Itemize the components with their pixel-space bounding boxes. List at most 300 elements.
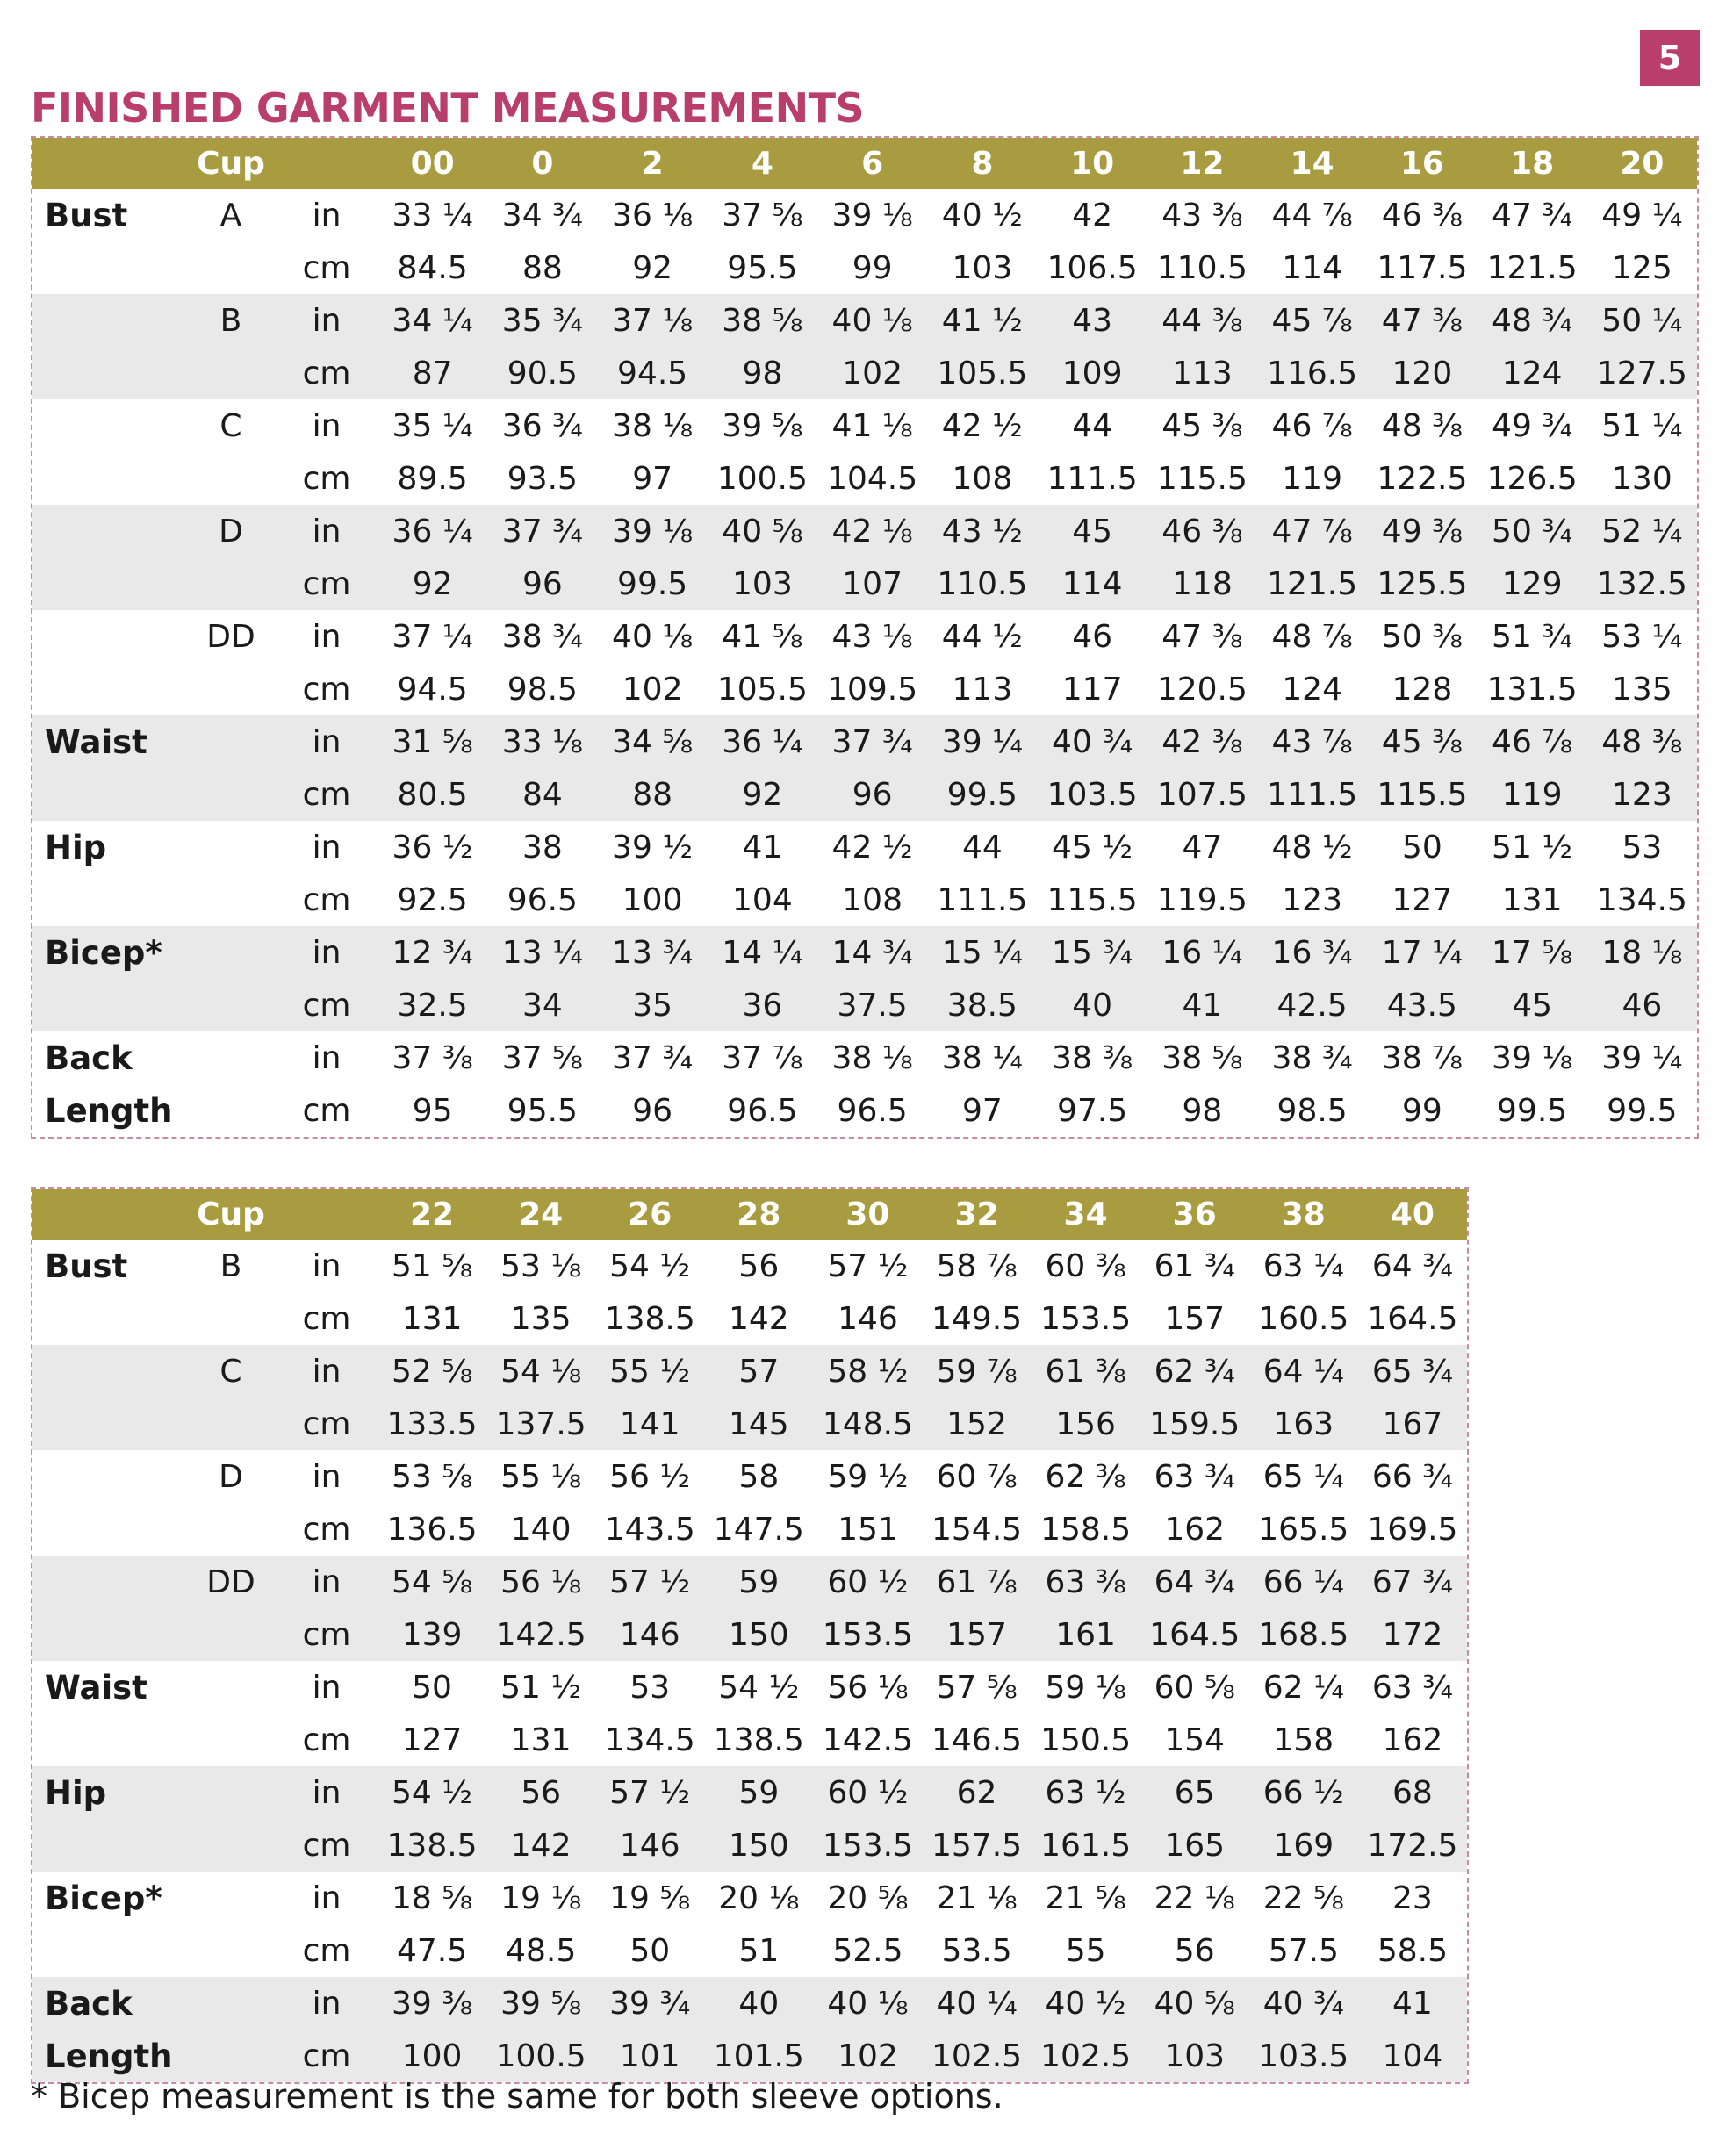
measurement-value: 42 ½ [941, 407, 1023, 444]
table-row [32, 1503, 1467, 1556]
table-row [32, 399, 1697, 452]
measurements-table-sizes-22-40 [32, 1189, 1467, 2082]
measurement-value: 47 ⅞ [1257, 505, 1367, 557]
measurement-value: 65 [1140, 1766, 1249, 1819]
table-row [32, 294, 1697, 347]
measurement-value: 44 ½ [941, 618, 1023, 655]
measurement-value: 42 ⅛ [817, 505, 927, 557]
table-row [32, 347, 1697, 399]
measurement-value: 113 [1147, 347, 1257, 399]
cup-label [186, 2030, 276, 2082]
measurement-value: 167 [1358, 1398, 1467, 1450]
measurement-value: 65 ¾ [1358, 1345, 1467, 1398]
cup-label [186, 1714, 276, 1766]
measurements-table-frame-2 [31, 1187, 1469, 2084]
measurement-value: 46 [1072, 618, 1113, 655]
measurement-value: 169.5 [1367, 1511, 1458, 1548]
measurement-value: 120 [1367, 347, 1477, 399]
measurement-value: 53 [1622, 829, 1663, 866]
unit-label: in [276, 926, 378, 979]
table-row [32, 2030, 1467, 2082]
cup-label [186, 1608, 276, 1661]
measurement-value: 99.5 [927, 768, 1037, 821]
measurement-value: 121.5 [1257, 557, 1367, 610]
measurement-value: 101.5 [704, 2030, 813, 2082]
measurement-value: 152 [922, 1398, 1031, 1450]
measurement-value: 37 ⅞ [722, 1039, 803, 1076]
measurement-value: 99.5 [598, 557, 708, 610]
measurement-value: 44 [1072, 407, 1113, 444]
cup-label: D [219, 1458, 243, 1495]
measurement-value: 130 [1612, 460, 1672, 497]
measurement-label: Bicep* [45, 1879, 162, 1917]
measurement-value: 50 [412, 1669, 452, 1706]
unit-label: cm [302, 1092, 351, 1129]
measurement-value: 154.5 [931, 1511, 1023, 1548]
measurement-value: 107 [817, 557, 927, 610]
measurement-value: 153.5 [813, 1608, 922, 1661]
measurement-value: 105.5 [716, 671, 808, 708]
measurement-value: 95.5 [727, 249, 798, 286]
measurement-label [32, 1714, 186, 1766]
cup-label [186, 241, 276, 294]
measurement-value: 115.5 [1046, 881, 1138, 918]
measurement-label: Waist [45, 1668, 147, 1707]
size-header-34: 34 [1032, 1189, 1140, 1240]
cup-label: C [219, 407, 242, 444]
measurement-value: 63 ⅜ [1032, 1556, 1140, 1608]
measurement-value: 33 ⅛ [487, 715, 597, 768]
measurement-value: 48.5 [506, 1932, 577, 1969]
measurement-value: 51 ¾ [1492, 618, 1573, 655]
measurement-value: 64 ¾ [1371, 1247, 1453, 1284]
measurement-value: 146 [838, 1300, 898, 1337]
measurement-value: 41 [1358, 1977, 1467, 2030]
measurement-value: 103 [952, 249, 1013, 286]
size-header-26: 26 [595, 1189, 704, 1240]
size-header-6: 6 [817, 138, 927, 189]
measurement-value: 102 [622, 671, 683, 708]
unit-label: in [276, 715, 378, 768]
measurement-value: 63 ¾ [1371, 1669, 1453, 1706]
measurement-value: 138.5 [713, 1721, 804, 1758]
table-row [32, 1084, 1697, 1137]
measurement-value: 35 ¾ [487, 294, 597, 347]
measurement-value: 88 [521, 249, 563, 286]
measurement-value: 43 [1038, 294, 1147, 347]
measurement-value: 151 [838, 1511, 898, 1548]
measurement-value: 54 ⅛ [486, 1345, 595, 1398]
measurement-value: 45 ½ [1052, 829, 1133, 866]
measurement-value: 34 ⅝ [598, 715, 708, 768]
measurement-value: 97 [961, 1092, 1003, 1129]
measurement-value: 109.5 [827, 671, 918, 708]
cup-label: DD [206, 618, 255, 655]
measurement-value: 98 [708, 347, 817, 399]
measurement-value: 54 ⅝ [378, 1556, 486, 1608]
measurement-value: 98.5 [507, 671, 578, 708]
measurements-table-frame-1 [31, 136, 1699, 1139]
measurement-value: 119.5 [1156, 881, 1248, 918]
measurement-value: 42 ⅜ [1147, 715, 1257, 768]
header-blank-cell [32, 1189, 186, 1240]
measurement-value: 54 ½ [609, 1247, 691, 1284]
measurement-value: 23 [1392, 1879, 1433, 1916]
measurement-value: 67 ¾ [1358, 1556, 1467, 1608]
size-header-row [32, 1189, 1467, 1240]
unit-label: cm [302, 1721, 351, 1758]
table-row [32, 505, 1697, 557]
measurement-value: 138.5 [604, 1300, 695, 1337]
measurement-value: 111.5 [1257, 768, 1367, 821]
measurement-value: 84.5 [397, 249, 468, 286]
measurement-value: 39 ⅝ [486, 1977, 595, 2030]
measurement-value: 39 ½ [612, 829, 694, 866]
measurement-value: 39 ¼ [1601, 1039, 1683, 1076]
measurement-label [32, 610, 186, 663]
measurement-value: 123 [1282, 881, 1342, 918]
size-header-10: 10 [1038, 138, 1147, 189]
measurement-value: 40 ¼ [922, 1977, 1031, 2030]
unit-label: in [312, 1669, 342, 1706]
measurement-label: Hip [45, 828, 107, 866]
measurement-value: 162 [1164, 1511, 1226, 1548]
measurement-value: 135 [1612, 671, 1672, 708]
measurement-value: 32.5 [378, 979, 487, 1031]
cup-label [186, 452, 276, 505]
cup-label [186, 1924, 276, 1977]
measurement-value: 137.5 [486, 1398, 595, 1450]
measurement-value: 41 ⅛ [831, 407, 913, 444]
measurement-value: 39 ¾ [595, 1977, 704, 2030]
cup-label [186, 1031, 276, 1084]
measurement-value: 15 ¼ [927, 926, 1037, 979]
cup-label [186, 873, 276, 926]
unit-label: in [312, 1039, 342, 1076]
measurement-value: 38 ¾ [501, 618, 583, 655]
measurement-value: 117.5 [1377, 249, 1468, 286]
measurement-value: 135 [510, 1300, 572, 1337]
measurement-value: 96.5 [727, 1092, 798, 1129]
measurement-value: 131.5 [1486, 671, 1578, 708]
page-title: FINISHED GARMENT MEASUREMENTS [31, 84, 865, 132]
size-header-40: 40 [1358, 1189, 1467, 1240]
measurement-value: 37 ¾ [817, 715, 927, 768]
size-header-8: 8 [927, 138, 1037, 189]
measurement-value: 84 [487, 768, 597, 821]
measurement-label [32, 1292, 186, 1345]
measurement-value: 48 ⅞ [1271, 618, 1353, 655]
table-row [32, 1292, 1467, 1345]
measurement-value: 13 ¼ [487, 926, 597, 979]
measurement-value: 38 [521, 829, 563, 866]
measurement-value: 43 ⅞ [1257, 715, 1367, 768]
cup-label: DD [186, 1556, 276, 1608]
measurement-value: 134.5 [1596, 881, 1687, 918]
measurement-value: 49 ¼ [1601, 197, 1683, 234]
unit-label: in [312, 1879, 342, 1916]
measurement-value: 56 [486, 1766, 595, 1819]
measurement-value: 142.5 [486, 1608, 595, 1661]
measurement-value: 145 [704, 1398, 813, 1450]
unit-label: cm [276, 979, 378, 1031]
measurement-value: 52 ⅝ [378, 1345, 486, 1398]
unit-label: in [276, 1977, 378, 2030]
measurement-value: 35 ¼ [392, 407, 473, 444]
measurement-value: 14 ¾ [817, 926, 927, 979]
cup-label [186, 1872, 276, 1924]
measurement-value: 53 ⅝ [391, 1458, 473, 1495]
cup-label [186, 1398, 276, 1450]
measurement-value: 158.5 [1040, 1511, 1132, 1548]
size-header-4: 4 [708, 138, 817, 189]
unit-label: cm [302, 881, 351, 918]
measurement-value: 40 ⅛ [813, 1977, 922, 2030]
measurement-value: 98.5 [1277, 1092, 1348, 1129]
unit-label: in [276, 294, 378, 347]
unit-label: cm [276, 1819, 378, 1872]
page-number-badge: 5 [1640, 30, 1700, 86]
table-row [32, 610, 1697, 663]
measurement-value: 52.5 [832, 1932, 903, 1969]
measurement-value: 49 ¾ [1492, 407, 1573, 444]
measurement-value: 61 ⅜ [1032, 1345, 1140, 1398]
measurement-value: 45 [1478, 979, 1587, 1031]
bicep-footnote: * Bicep measurement is the same for both sleeve options. [31, 2077, 1003, 2116]
measurement-value: 12 ¾ [378, 926, 487, 979]
cup-label [186, 663, 276, 715]
measurement-value: 134.5 [604, 1721, 695, 1758]
table-row [32, 1608, 1467, 1661]
table-row [32, 926, 1697, 979]
measurement-value: 46 ⅞ [1271, 407, 1353, 444]
measurement-value: 110.5 [1156, 249, 1248, 286]
measurement-value: 160.5 [1258, 1300, 1349, 1337]
measurement-value: 111.5 [1046, 460, 1138, 497]
unit-label: cm [276, 557, 378, 610]
measurement-value: 46 ⅞ [1478, 715, 1587, 768]
measurement-value: 53.5 [941, 1932, 1012, 1969]
measurement-value: 65 ¼ [1262, 1458, 1344, 1495]
cup-label [186, 1292, 276, 1345]
measurement-value: 56 ⅛ [486, 1556, 595, 1608]
measurement-value: 103 [1140, 2030, 1249, 2082]
measurement-value: 161 [1032, 1608, 1140, 1661]
measurement-value: 157 [922, 1608, 1031, 1661]
unit-label: cm [302, 1932, 351, 1969]
cup-label [186, 926, 276, 979]
measurement-value: 164.5 [1140, 1608, 1249, 1661]
measurement-value: 13 ¾ [598, 926, 708, 979]
measurement-label [32, 399, 186, 452]
measurement-value: 48 ⅜ [1381, 407, 1463, 444]
measurement-value: 38 ¼ [941, 1039, 1023, 1076]
measurement-value: 40 ¾ [1038, 715, 1147, 768]
table-row [32, 1872, 1467, 1924]
measurement-value: 114 [1282, 249, 1342, 286]
measurement-value: 114 [1038, 557, 1147, 610]
measurement-value: 120.5 [1156, 671, 1248, 708]
measurement-label [32, 1819, 186, 1872]
measurement-value: 41 ½ [927, 294, 1037, 347]
measurement-value: 21 ⅝ [1045, 1879, 1126, 1916]
unit-label: in [312, 197, 342, 234]
measurement-value: 60 ⅜ [1045, 1247, 1126, 1284]
measurement-value: 87 [378, 347, 487, 399]
measurement-value: 39 ⅛ [1492, 1039, 1573, 1076]
measurement-value: 94.5 [598, 347, 708, 399]
measurement-value: 36 ¼ [708, 715, 817, 768]
table-row [32, 1345, 1467, 1398]
measurement-value: 16 ¼ [1147, 926, 1257, 979]
cup-label: B [219, 1247, 242, 1284]
measurement-value: 95.5 [507, 1092, 578, 1129]
measurement-value: 57 ½ [827, 1247, 909, 1284]
measurement-value: 46 ⅜ [1147, 505, 1257, 557]
measurement-value: 38 ¾ [1271, 1039, 1353, 1076]
size-header-2: 2 [598, 138, 708, 189]
cup-label [186, 1661, 276, 1714]
measurement-value: 41 [742, 829, 783, 866]
measurement-value: 45 [1038, 505, 1147, 557]
measurement-value: 36 ⅛ [612, 197, 694, 234]
measurement-value: 102 [817, 347, 927, 399]
measurement-value: 157.5 [922, 1819, 1031, 1872]
measurement-label [32, 1924, 186, 1977]
measurement-value: 132.5 [1587, 557, 1697, 610]
unit-label: in [312, 407, 342, 444]
measurement-value: 63 ¾ [1154, 1458, 1235, 1495]
measurement-value: 37 ⅝ [722, 197, 803, 234]
table-row [32, 1924, 1467, 1977]
measurement-value: 40 ½ [941, 197, 1023, 234]
unit-label: in [312, 1247, 342, 1284]
measurement-value: 56 [1174, 1932, 1215, 1969]
measurement-value: 133.5 [378, 1398, 486, 1450]
measurement-value: 40 ⅝ [1140, 1977, 1249, 2030]
measurement-value: 57.5 [1268, 1932, 1339, 1969]
table-row [32, 557, 1697, 610]
measurement-value: 80.5 [378, 768, 487, 821]
measurement-value: 96 [632, 1092, 673, 1129]
measurement-value: 57 [704, 1345, 813, 1398]
unit-label: cm [276, 1398, 378, 1450]
measurement-value: 62 [922, 1766, 1031, 1819]
measurement-value: 57 ⅝ [936, 1669, 1018, 1706]
measurement-value: 17 ⅝ [1478, 926, 1587, 979]
measurement-value: 124 [1478, 347, 1587, 399]
measurement-value: 172.5 [1358, 1819, 1467, 1872]
unit-label: cm [302, 249, 351, 286]
unit-label: in [276, 1345, 378, 1398]
measurement-value: 100.5 [486, 2030, 595, 2082]
measurement-value: 19 ⅝ [609, 1879, 691, 1916]
measurement-value: 172 [1358, 1608, 1467, 1661]
measurement-value: 127 [1392, 881, 1453, 918]
measurement-value: 53 ⅛ [500, 1247, 582, 1284]
table-row [32, 663, 1697, 715]
measurement-value: 38 ⅜ [1052, 1039, 1133, 1076]
measurement-value: 48 ⅜ [1587, 715, 1697, 768]
measurement-value: 37 ¾ [487, 505, 597, 557]
measurement-value: 37 ¼ [392, 618, 473, 655]
measurement-value: 108 [952, 460, 1013, 497]
cup-label [186, 1503, 276, 1556]
measurement-value: 62 ¼ [1262, 1669, 1344, 1706]
measurement-value: 57 ½ [595, 1766, 704, 1819]
table-row [32, 1398, 1467, 1450]
measurement-value: 153.5 [1040, 1300, 1132, 1337]
measurement-value: 162 [1382, 1721, 1443, 1758]
cup-label [186, 715, 276, 768]
measurement-value: 150 [704, 1819, 813, 1872]
measurement-value: 58 ½ [813, 1345, 922, 1398]
measurement-value: 125.5 [1367, 557, 1477, 610]
table-row [32, 1714, 1467, 1766]
measurement-value: 57 ½ [595, 1556, 704, 1608]
measurement-value: 60 ½ [813, 1766, 922, 1819]
measurement-value: 56 [738, 1247, 780, 1284]
measurement-label: Bicep* [32, 926, 186, 979]
measurement-value: 37 ⅝ [501, 1039, 583, 1076]
measurement-value: 126.5 [1486, 460, 1578, 497]
size-header-20: 20 [1587, 138, 1697, 189]
measurement-value: 48 ½ [1271, 829, 1353, 866]
measurement-value: 47 ⅜ [1367, 294, 1477, 347]
measurement-value: 96.5 [837, 1092, 908, 1129]
measurement-value: 56 ⅛ [827, 1669, 909, 1706]
measurement-value: 58 ⅞ [936, 1247, 1018, 1284]
measurement-value: 119 [1282, 460, 1342, 497]
measurement-value: 150 [704, 1608, 813, 1661]
measurement-value: 44 ⅞ [1271, 197, 1353, 234]
measurement-value: 21 ⅛ [936, 1879, 1018, 1916]
unit-label: in [276, 505, 378, 557]
table-row [32, 1661, 1467, 1714]
header-blank-cell [32, 138, 186, 189]
measurement-value: 95 [412, 1092, 453, 1129]
table-row [32, 241, 1697, 294]
unit-label: in [276, 1556, 378, 1608]
measurement-value: 59 ½ [827, 1458, 909, 1495]
measurement-value: 34 ¼ [378, 294, 487, 347]
measurement-value: 47 ¾ [1492, 197, 1573, 234]
size-header-38: 38 [1249, 1189, 1358, 1240]
size-header-36: 36 [1140, 1189, 1249, 1240]
measurement-label: Hip [32, 1766, 186, 1819]
measurement-value: 161.5 [1032, 1819, 1140, 1872]
table-row [32, 715, 1697, 768]
measurement-value: 58.5 [1377, 1932, 1448, 1969]
measurement-value: 48 ¾ [1478, 294, 1587, 347]
measurement-value: 47.5 [396, 1932, 468, 1969]
measurement-value: 131 [1501, 881, 1563, 918]
measurement-value: 164.5 [1367, 1300, 1458, 1337]
measurement-value: 159.5 [1140, 1398, 1249, 1450]
cup-label [186, 1819, 276, 1872]
measurement-value: 88 [598, 768, 708, 821]
measurement-label: Bust [45, 196, 128, 234]
measurement-value: 54 ½ [718, 1669, 800, 1706]
measurement-label [32, 768, 186, 821]
measurement-value: 142.5 [822, 1721, 913, 1758]
measurement-value: 37.5 [817, 979, 927, 1031]
size-header-32: 32 [922, 1189, 1031, 1240]
cup-label [186, 347, 276, 399]
measurement-value: 147.5 [713, 1511, 804, 1548]
table-row [32, 1556, 1467, 1608]
measurement-value: 42 ½ [831, 829, 913, 866]
